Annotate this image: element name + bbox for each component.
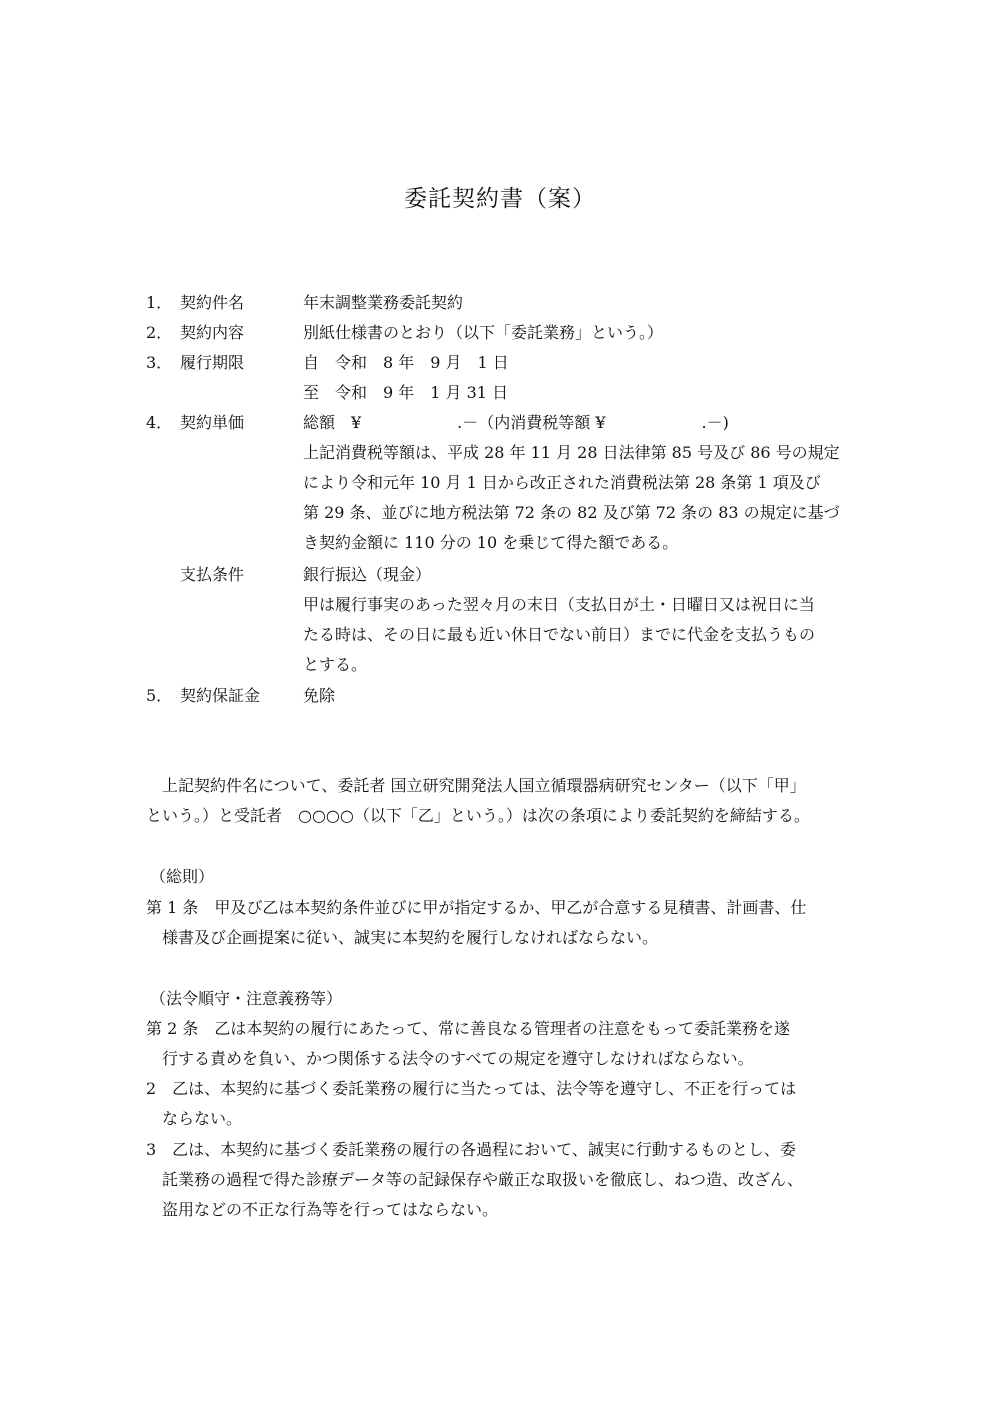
payment-note-line bbox=[0, 620, 1000, 650]
item-number: 3． bbox=[146, 353, 173, 372]
tax-note-text: により令和元年 10 月 1 日から改正された消費税法第 28 条第 1 項及び bbox=[303, 473, 821, 492]
article-2-line: 第 2 条 乙は本契約の履行にあたって、常に善良なる管理者の注意をもって委託業務を遂 bbox=[146, 1019, 791, 1038]
period-to: 至 令和 9 年 1 月 31 日 bbox=[303, 383, 509, 402]
payment-note-text: 甲は履行事実のあった翌々月の末日（支払日が土・日曜日又は祝日に当 bbox=[303, 595, 815, 614]
item-number: 4． bbox=[146, 413, 173, 432]
preamble-line: という。）と受託者 ○○○○（以下「乙」という。）は次の条項により委託契約を締結する。 bbox=[146, 806, 810, 825]
article-1-line: 第 1 条 甲及び乙は本契約条件並びに甲が指定するか、甲乙が合意する見積書、計画書、仕 bbox=[146, 898, 807, 917]
item-value: 免除 bbox=[303, 686, 336, 705]
item-label: 契約内容 bbox=[180, 323, 245, 342]
tax-note-text: 上記消費税等額は、平成 28 年 11 月 28 日法律第 85 号及び 86 号の規定 bbox=[303, 443, 840, 462]
article-2-line: 行する責めを負い、かつ関係する法令のすべての規定を遵守しなければならない。 bbox=[162, 1049, 754, 1068]
payment-note-text: たる時は、その日に最も近い休日でない前日）までに代金を支払うもの bbox=[303, 625, 816, 644]
item-number: 2． bbox=[146, 323, 173, 342]
tax-note-line bbox=[0, 438, 1000, 468]
payment-note-text: とする。 bbox=[303, 655, 368, 674]
article-2-paragraph-3: 盗用などの不正な行為等を行ってはならない。 bbox=[162, 1200, 499, 1219]
tax-note-text: 第 29 条、並びに地方税法第 72 条の 82 及び第 72 条の 83 の規定に基づ bbox=[303, 503, 840, 522]
document-title: 委託契約書（案） bbox=[404, 186, 596, 212]
item-contract-name bbox=[0, 288, 1000, 318]
tax-note-text: き契約金額に 110 分の 10 を乗じて得た額である。 bbox=[303, 533, 679, 552]
tax-note-line bbox=[0, 528, 1000, 558]
item-label: 契約単価 bbox=[180, 413, 245, 432]
article-2-paragraph-3: 託業務の過程で得た診療データ等の記録保存や厳正な取扱いを徹底し、ねつ造、改ざん、 bbox=[162, 1170, 803, 1189]
item-value: 年末調整業務委託契約 bbox=[303, 293, 464, 312]
tax-note-line bbox=[0, 498, 1000, 528]
item-value: 別紙仕様書のとおり（以下「委託業務」という。） bbox=[303, 323, 664, 342]
item-label: 契約保証金 bbox=[180, 686, 261, 705]
item-number: 5． bbox=[146, 686, 173, 705]
article-1-heading: （総則） bbox=[150, 867, 215, 886]
item-label: 契約件名 bbox=[180, 293, 245, 312]
item-performance-period bbox=[0, 348, 1000, 378]
tax-note-line bbox=[0, 468, 1000, 498]
article-2-paragraph-2: 2 乙は、本契約に基づく委託業務の履行に当たっては、法令等を遵守し、不正を行っては bbox=[146, 1079, 797, 1098]
item-contract-content bbox=[0, 318, 1000, 348]
preamble-line: 上記契約件名について、委託者 国立研究開発法人国立循環器病研究センター（以下「甲」 bbox=[162, 776, 806, 795]
item-label: 支払条件 bbox=[180, 565, 245, 584]
payment-note-line bbox=[0, 650, 1000, 680]
payment-note-line bbox=[0, 590, 1000, 620]
item-label: 履行期限 bbox=[180, 353, 245, 372]
article-2-paragraph-3: 3 乙は、本契約に基づく委託業務の履行の各過程において、誠実に行動するものとし、委 bbox=[146, 1140, 796, 1159]
total-amount: 総額 ¥ .－（内消費税等額 ¥ .－) bbox=[303, 413, 729, 432]
item-payment-terms bbox=[0, 560, 1000, 590]
item-contract-deposit bbox=[0, 681, 1000, 711]
item-performance-period-end bbox=[0, 378, 1000, 408]
article-2-heading: （法令順守・注意義務等） bbox=[150, 989, 343, 1008]
article-1-line: 様書及び企画提案に従い、誠実に本契約を履行しなければならない。 bbox=[162, 928, 659, 947]
item-number: 1． bbox=[146, 293, 173, 312]
payment-method: 銀行振込（現金） bbox=[303, 565, 432, 584]
item-unit-price bbox=[0, 408, 1000, 438]
period-from: 自 令和 8 年 9 月 1 日 bbox=[303, 353, 509, 372]
article-2-paragraph-2: ならない。 bbox=[162, 1109, 243, 1128]
